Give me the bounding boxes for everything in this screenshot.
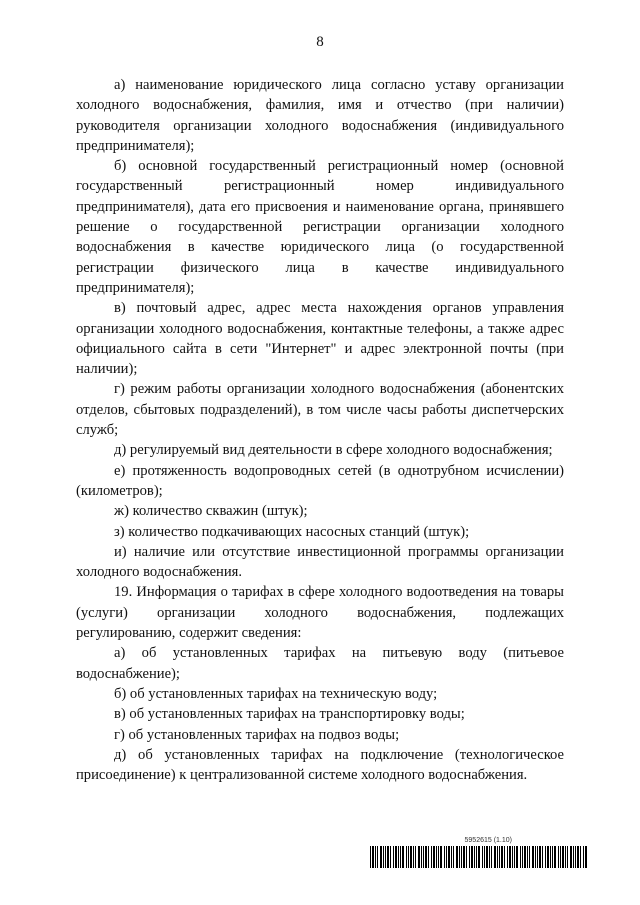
paragraph: г) режим работы организации холодного водоснабжения (абонентских отделов, сбытовых подразделений), в том числе часы работы диспетчерских служб; xyxy=(76,381,564,439)
paragraph: в) почтовый адрес, адрес места нахождения органов управления организации холодного водоснабжения, контактные телефоны, а также адрес официального сайта в сети "Интернет" и адрес электронной почты (при наличии); xyxy=(76,300,564,378)
document-footer xyxy=(370,837,590,869)
paragraph: д) об установленных тарифах на подключение (технологическое присоединение) к централизованной системе холодного водоснабжения. xyxy=(76,746,564,784)
paragraph: ж) количество скважин (штук); xyxy=(114,503,308,520)
paragraph: а) наименование юридического лица согласно уставу организации холодного водоснабжения, фамилия, имя и отчество (при наличии) руководителя организации холодного водоснабжения (индивидуального предпринимателя); xyxy=(76,77,564,154)
paragraph: з) количество подкачивающих насосных станций (штук); xyxy=(114,523,470,540)
barcode-label: 5952615 (1.10) xyxy=(464,837,512,844)
paragraph: е) протяженность водопроводных сетей (в однотрубном исчислении) (километров); xyxy=(76,462,564,499)
barcode-icon xyxy=(370,846,590,868)
paragraph: б) об установленных тарифах на техническую воду; xyxy=(114,685,438,702)
page-number: 8 xyxy=(316,34,324,50)
paragraph: а) об установленных тарифах на питьевую воду (питьевое водоснабжение); xyxy=(76,645,564,682)
paragraph: и) наличие или отсутствие инвестиционной программы организации холодного водоснабжения. xyxy=(76,543,564,581)
paragraph: в) об установленных тарифах на транспортировку воды; xyxy=(114,706,465,723)
paragraph: 19. Информация о тарифах в сфере холодного водоотведения на товары (услуги) организации холодного водоснабжения, подлежащих регулированию, содержит сведения: xyxy=(76,584,564,642)
paragraph: г) об установленных тарифах на подвоз воды; xyxy=(114,726,400,743)
paragraph: б) основной государственный регистрационный номер (основной государственный регистрационный номер индивидуального предпринимателя), дата его присвоения и наименование органа, принявшего решение о государственной регистрации организации холодного водоснабжения в качестве юридического лица (о государственной регистрации физического лица в качестве индивидуального предпринимателя); xyxy=(76,158,564,296)
paragraph: д) регулируемый вид деятельности в сфере холодного водоснабжения; xyxy=(114,442,553,459)
document-body xyxy=(76,75,564,785)
